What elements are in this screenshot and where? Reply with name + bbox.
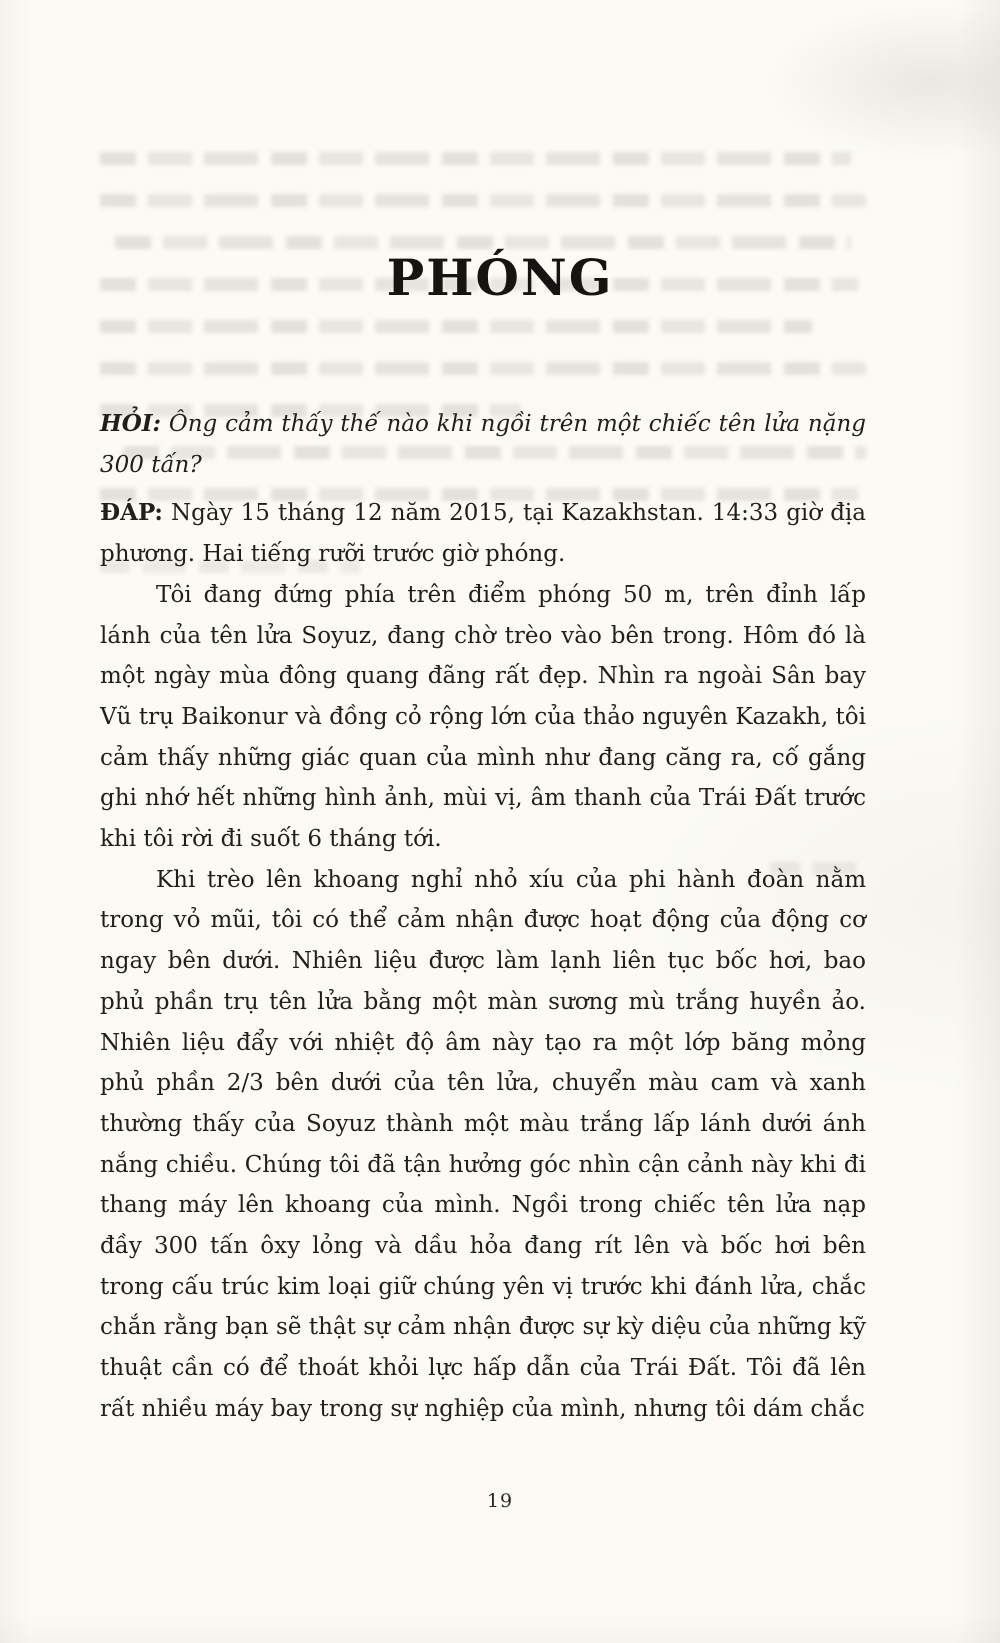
question-text: Ông cảm thấy thế nào khi ngồi trên một chiếc tên lửa nặng 300 tấn? <box>100 411 866 478</box>
answer-text: Ngày 15 tháng 12 năm 2015, tại Kazakhstan. 14:33 giờ địa phương. Hai tiếng rưỡi trước giờ phóng. <box>100 500 866 568</box>
text-block <box>100 404 866 1430</box>
body-paragraph: Tôi đang đứng phía trên điểm phóng 50 m, trên đỉnh lấp lánh của tên lửa Soyuz, đang chờ trèo vào bên trong. Hôm đó là một ngày mùa đông quang đãng rất đẹp. Nhìn ra ngoài Sân bay Vũ trụ Baikonur và đồng cỏ rộng lớn của thảo nguyên Kazakh, tôi cảm thấy những giác quan của mình như đang căng ra, cố gắng ghi nhớ hết những hình ảnh, mùi vị, âm thanh của Trái Đất trước khi tôi rời đi suốt 6 tháng tới. <box>100 581 866 853</box>
page-number: 19 <box>486 1490 514 1512</box>
answer-paragraph <box>100 493 866 574</box>
body-paragraph: Khi trèo lên khoang nghỉ nhỏ xíu của phi hành đoàn nằm trong vỏ mũi, tôi có thể cảm nhận được hoạt động của động cơ ngay bên dưới. Nhiên liệu được làm lạnh liên tục bốc hơi, bao phủ phần trụ tên lửa bằng một màn sương mù trắng huyền ảo. Nhiên liệu đẩy với nhiệt độ âm này tạo ra một lớp băng mỏng phủ phần 2/3 bên dưới của tên lửa, chuyển màu cam và xanh thường thấy của Soyuz thành một màu trắng lấp lánh dưới ánh nắng chiều. Chúng tôi đã tận hưởng góc nhìn cận cảnh này khi đi thang máy lên khoang của mình. Ngồi trong chiếc tên lửa nạp đầy 300 tấn ôxy lỏng và dầu hỏa đang rít lên và bốc hơi bên trong cấu trúc kim loại giữ chúng yên vị trước khi đánh lửa, chắc chắn rằng bạn sẽ thật sự cảm nhận được sự kỳ diệu của những kỹ thuật cần có để thoát khỏi lực hấp dẫn của Trái Đất. Tôi đã lên rất nhiều máy bay trong sự nghiệp của mình, nhưng tôi dám chắc <box>100 866 866 1422</box>
question-label: HỎI: <box>100 410 162 437</box>
question-paragraph <box>100 404 866 485</box>
answer-label: ĐÁP: <box>100 499 163 527</box>
chapter-title: PHÓNG <box>386 248 614 307</box>
